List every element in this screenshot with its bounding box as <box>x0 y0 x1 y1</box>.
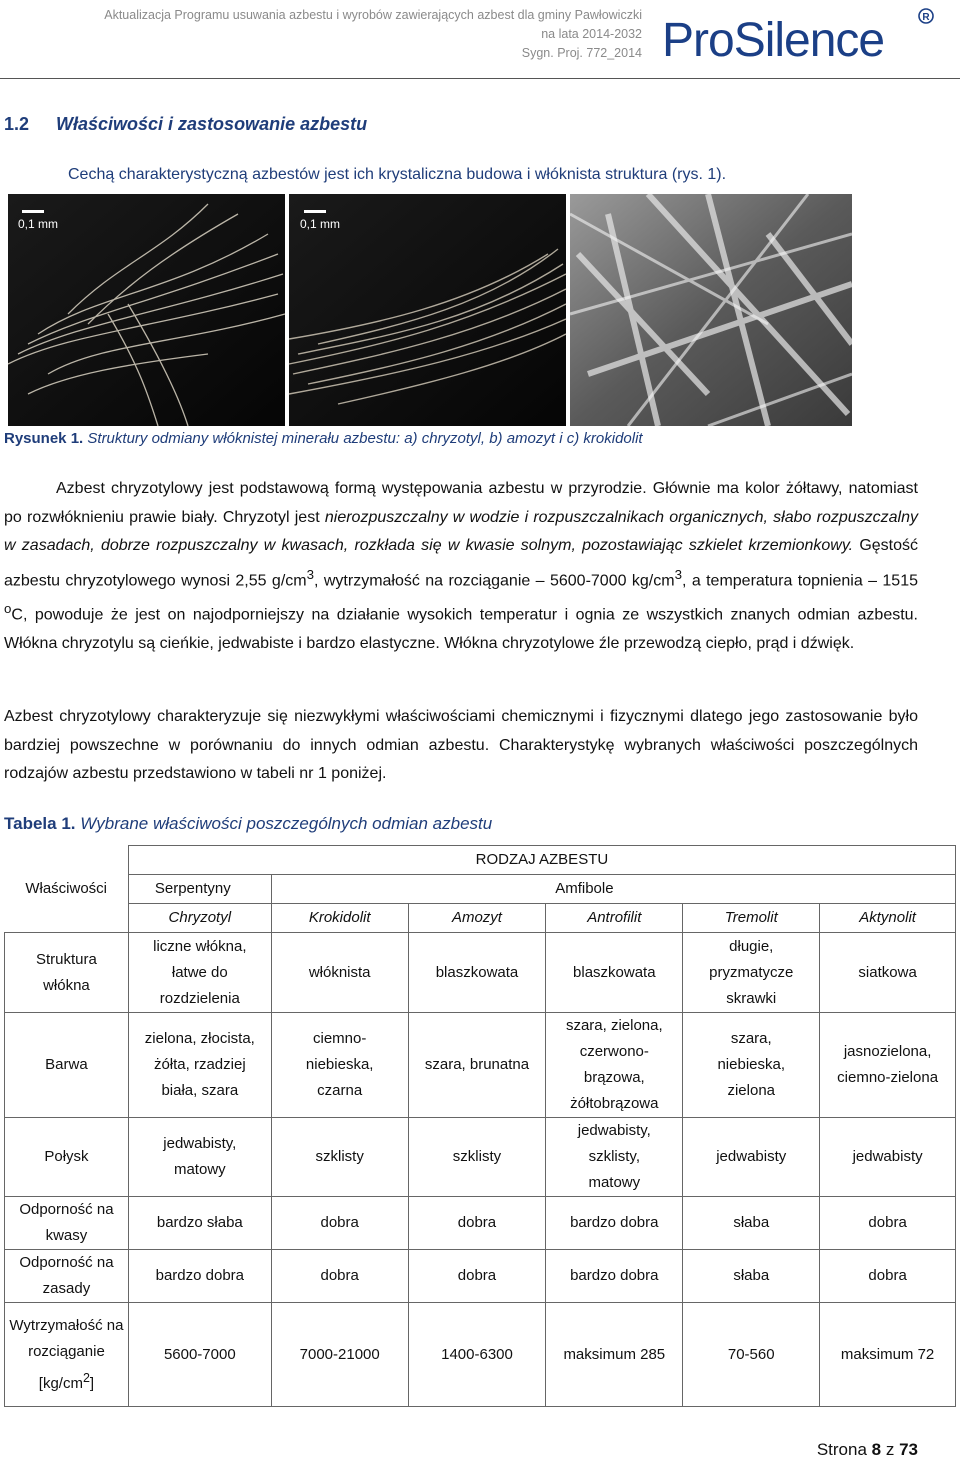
type-header: Tremolit <box>683 904 820 933</box>
type-header: Krokidolit <box>271 904 408 933</box>
table-cell: ciemno-niebieska, czarna <box>271 1013 408 1118</box>
figure-caption-label: Rysunek 1. <box>4 430 84 447</box>
table-cell: bardzo słaba <box>128 1197 271 1250</box>
para1-part-d: , wytrzymałość na rozciąganie – 5600-7000 kg/cm <box>314 571 675 589</box>
table-row <box>5 1118 956 1197</box>
table-cell: słaba <box>683 1250 820 1303</box>
row-label: Barwa <box>5 1013 129 1118</box>
svg-text:0,1 mm: 0,1 mm <box>300 217 341 231</box>
row-label: Odporność na kwasy <box>5 1197 129 1250</box>
table-cell: długie, pryzmatycze skrawki <box>683 933 820 1013</box>
photo-amosite <box>289 194 566 426</box>
table-serpentyny-header: Serpentyny <box>128 875 271 904</box>
table-row <box>5 1303 956 1407</box>
table-caption-label: Tabela 1. <box>4 814 76 833</box>
header-rule <box>0 78 960 79</box>
asbestos-properties-table <box>4 845 956 1407</box>
table-cell: dobra <box>820 1197 956 1250</box>
page-of: z <box>885 1440 895 1459</box>
row-label-unit-sup: 2 <box>82 1370 90 1385</box>
table-cell: szara, brunatna <box>408 1013 546 1118</box>
photo-crocidolite <box>570 194 852 426</box>
page-prefix: Strona <box>816 1440 867 1459</box>
table-cell: szklisty <box>408 1118 546 1197</box>
table-cell: szara, niebieska, zielona <box>683 1013 820 1118</box>
table-cell: liczne włókna, łatwe do rozdzielenia <box>128 933 271 1013</box>
section-title: Właściwości i zastosowanie azbestu <box>56 114 368 134</box>
row-label: Struktura włókna <box>5 933 129 1013</box>
table-caption <box>4 814 492 834</box>
para1-part-e: , a temperatura topnienia – 1515 <box>681 571 918 589</box>
figure-caption <box>4 430 643 447</box>
table-cell: blaszkowata <box>408 933 546 1013</box>
asbestos-photos <box>8 194 852 426</box>
table-cell: słaba <box>683 1197 820 1250</box>
row-label: Połysk <box>5 1118 129 1197</box>
table-cell: 70-560 <box>683 1303 820 1407</box>
table-cell: jedwabisty <box>820 1118 956 1197</box>
table-cell: szara, zielona, czerwono-brązowa, żółtobrązowa <box>546 1013 683 1118</box>
intro-sentence: Cechą charakterystyczną azbestów jest ich krystaliczna budowa i włóknista struktura (rys. 1). <box>68 166 727 183</box>
para1-part-f: C, powoduje że jest on najodporniejszy na działanie wysokich temperatur i ognia ze wszystkich znanych odmian azbestu. Włókna chryzotylu są cieńkie, jedwabiste i bardzo elastyczne. Włókna chryzotylowe źle przewodzą ciepło, prąd i dźwięk. <box>4 606 918 653</box>
type-header: Chryzotyl <box>128 904 271 933</box>
table-cell: bardzo dobra <box>128 1250 271 1303</box>
table-row <box>5 1197 956 1250</box>
para1-sup2: 3 <box>674 566 682 582</box>
row-label-unit-end: ] <box>89 1374 95 1392</box>
page-total: 73 <box>899 1440 918 1459</box>
table-cell: siatkowa <box>820 933 956 1013</box>
table-prop-header: Właściwości <box>5 875 129 904</box>
table-caption-text: Wybrane właściwości poszczególnych odmian azbestu <box>80 814 493 833</box>
table-cell: jasnozielona, ciemno-zielona <box>820 1013 956 1118</box>
table-cell: dobra <box>271 1250 408 1303</box>
para1-part-a: Azbest chryzotylowy jest podstawową formą występowania azbestu w przyrodzie. Głównie ma kolor żółtawy, natomiast po rozwłóknieniu prawie biały. Chryzotyl jest <box>4 480 918 526</box>
header-signature: Sygn. Proj. 772_2014 <box>521 46 642 60</box>
table-blank-cell <box>5 904 129 933</box>
svg-text:R: R <box>922 12 930 23</box>
table-row <box>5 1250 956 1303</box>
type-header: Aktynolit <box>820 904 956 933</box>
section-heading <box>4 114 367 135</box>
row-label: Wytrzymałość na rozciąganie <box>9 1316 124 1360</box>
table-cell: dobra <box>820 1250 956 1303</box>
page-number <box>817 1440 918 1460</box>
para1-part-b: nierozpuszczalny w wodzie i rozpuszczalnikach organicznych, słabo rozpuszczalny w zasadach, dobrze rozpuszczalny w kwasach, rozkłada się w kwasie solnym, pozostawiając szkielet krzemionkowy. <box>4 508 919 554</box>
table-cell: maksimum 72 <box>820 1303 956 1407</box>
svg-text:0,1 mm: 0,1 mm <box>18 217 59 231</box>
table-cell: 5600-7000 <box>128 1303 271 1407</box>
table-cell: dobra <box>408 1197 546 1250</box>
para1-sup1: 3 <box>306 566 315 582</box>
type-header: Antrofilit <box>546 904 683 933</box>
para1-part-c: Gęstość azbestu chryzotylowego wynosi 2,55 g/cm <box>4 537 918 589</box>
table-group-header: RODZAJ AZBESTU <box>128 846 955 875</box>
table-cell: dobra <box>408 1250 546 1303</box>
table-blank-corner <box>5 846 129 875</box>
table-cell: włóknista <box>271 933 408 1013</box>
table-cell: zielona, złocista, żółta, rzadziej biała, szara <box>128 1013 271 1118</box>
table-cell: bardzo dobra <box>546 1250 683 1303</box>
prosilence-logo <box>660 6 936 68</box>
row-label-tensile <box>5 1303 129 1407</box>
table-cell: 7000-21000 <box>271 1303 408 1407</box>
table-amfibole-header: Amfibole <box>271 875 955 904</box>
row-label: Odporność na zasady <box>5 1250 129 1303</box>
table-row <box>5 933 956 1013</box>
table-cell: jedwabisty, szklisty, matowy <box>546 1118 683 1197</box>
table-cell: jedwabisty <box>683 1118 820 1197</box>
table-cell: maksimum 285 <box>546 1303 683 1407</box>
row-label-unit: [kg/cm <box>38 1374 83 1392</box>
photo-chrysotile <box>8 194 285 426</box>
header-project-title: Aktualizacja Programu usuwania azbestu i wyrobów zawierających azbest dla gminy Pawłowiczki <box>104 8 642 22</box>
header-period: na lata 2014-2032 <box>541 27 642 41</box>
page-current: 8 <box>871 1440 882 1459</box>
table-cell: dobra <box>271 1197 408 1250</box>
svg-text:ProSilence: ProSilence <box>662 14 885 67</box>
para1-sup3: o <box>4 601 12 617</box>
paragraph-properties: Azbest chryzotylowy charakteryzuje się niezwykłymi właściwościami chemicznymi i fizycznymi dlatego jego zastosowanie było bardziej powszechne w porównaniu do innych odmian azbestu. Charakterystykę wybranych właściwości poszczególnych rodzajów azbestu przedstawiono w tabeli nr 1 poniżej. <box>4 708 918 782</box>
section-number: 1.2 <box>4 114 30 134</box>
table-row <box>5 1013 956 1118</box>
figure-caption-text: Struktury odmiany włóknistej minerału azbestu: a) chryzotyl, b) amozyt i c) krokidolit <box>87 430 643 447</box>
paragraph-chrysotile <box>4 475 918 659</box>
table-cell: jedwabisty, matowy <box>128 1118 271 1197</box>
type-header: Amozyt <box>408 904 546 933</box>
table-cell: 1400-6300 <box>408 1303 546 1407</box>
table-cell: bardzo dobra <box>546 1197 683 1250</box>
page-header <box>0 0 960 70</box>
table-cell: szklisty <box>271 1118 408 1197</box>
table-cell: blaszkowata <box>546 933 683 1013</box>
